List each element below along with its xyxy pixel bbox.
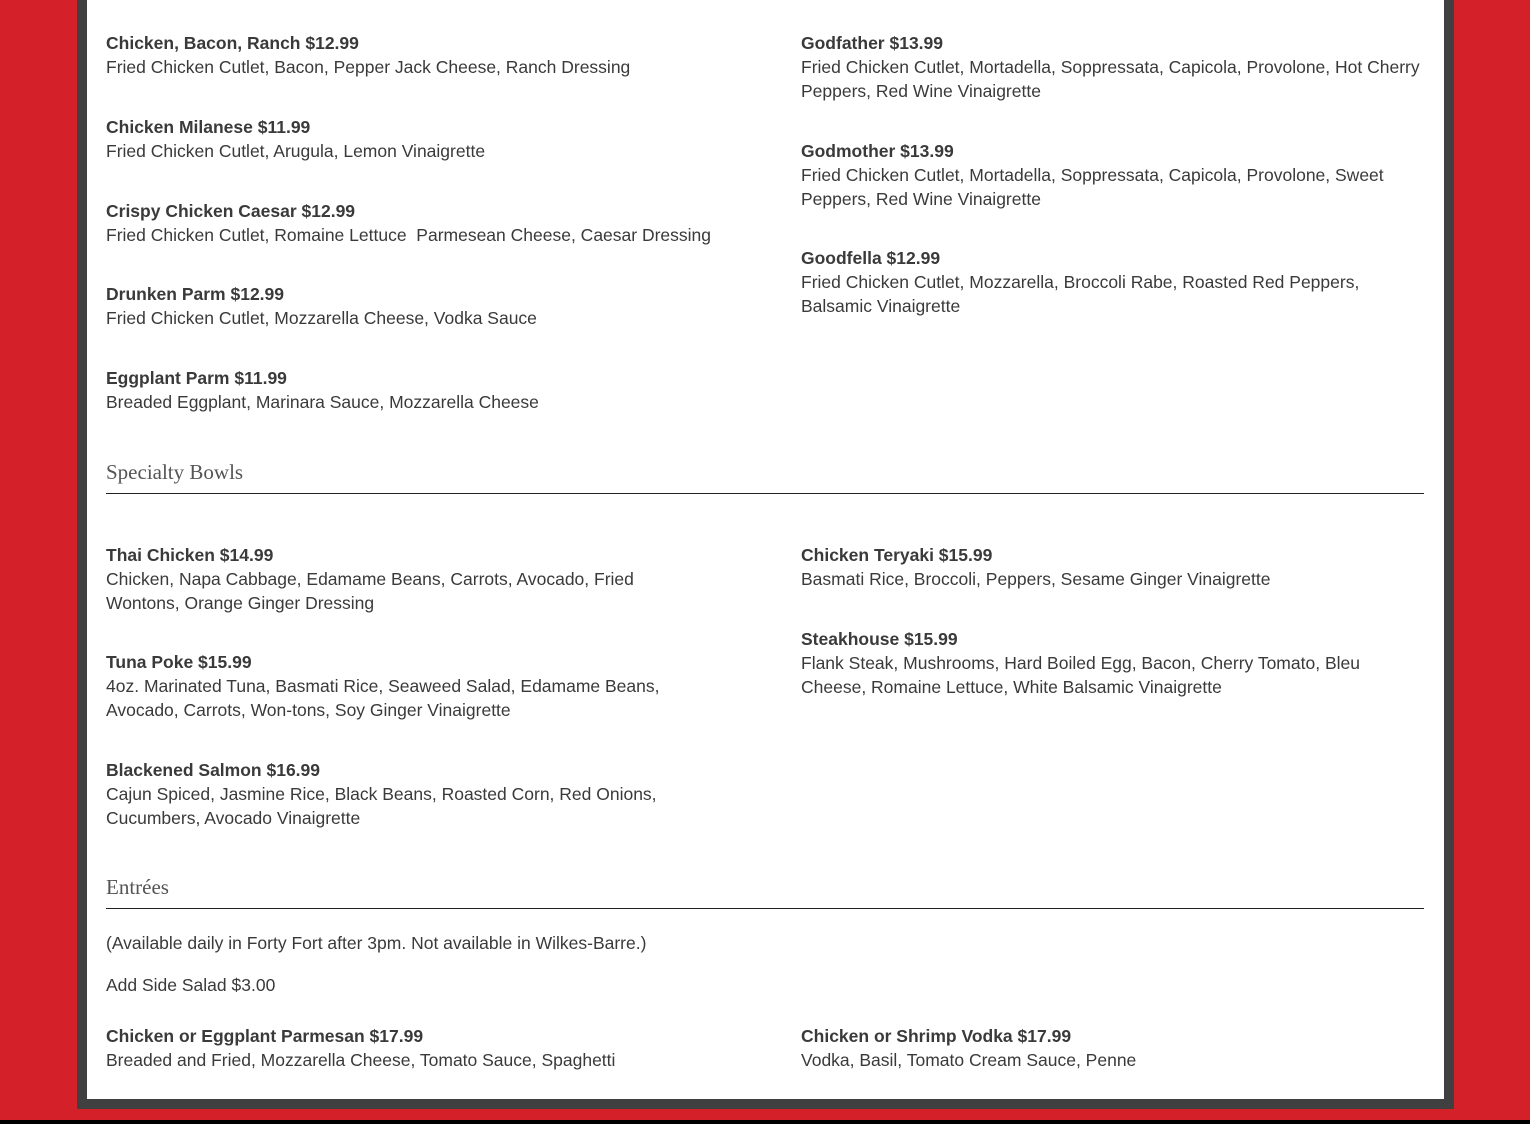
item-name: Chicken, Bacon, Ranch $12.99 xyxy=(106,33,359,53)
section-divider xyxy=(106,908,1424,909)
menu-item xyxy=(106,543,676,615)
section-title-entrees: Entrées xyxy=(106,875,169,899)
menu-item xyxy=(801,246,1421,318)
menu-item xyxy=(801,1024,1421,1072)
menu-item xyxy=(106,199,766,247)
item-description: Fried Chicken Cutlet, Mozzarella, Broccoli Rabe, Roasted Red Peppers, Balsamic Vinaigrette xyxy=(801,272,1360,316)
item-name: Goodfella $12.99 xyxy=(801,248,941,268)
item-name: Drunken Parm $12.99 xyxy=(106,284,285,304)
menu-item xyxy=(801,31,1421,103)
menu-item xyxy=(801,627,1421,699)
item-description: Fried Chicken Cutlet, Mortadella, Soppressata, Capicola, Provolone, Hot Cherry Peppers, Red Wine Vinaigrette xyxy=(801,57,1420,101)
item-description: Cajun Spiced, Jasmine Rice, Black Beans, Roasted Corn, Red Onions, Cucumbers, Avocado Vinaigrette xyxy=(106,784,657,828)
item-name: Steakhouse $15.99 xyxy=(801,629,958,649)
section-title-specialty-bowls: Specialty Bowls xyxy=(106,460,244,484)
item-description: Fried Chicken Cutlet, Mortadella, Soppressata, Capicola, Provolone, Sweet Peppers, Red Wine Vinaigrette xyxy=(801,165,1384,209)
item-name: Thai Chicken $14.99 xyxy=(106,545,274,565)
menu-item xyxy=(106,366,736,414)
item-name: Chicken or Shrimp Vodka $17.99 xyxy=(801,1026,1072,1046)
menu-item xyxy=(106,758,696,830)
item-name: Blackened Salmon $16.99 xyxy=(106,760,320,780)
item-description: Breaded Eggplant, Marinara Sauce, Mozzarella Cheese xyxy=(106,392,539,412)
item-description: 4oz. Marinated Tuna, Basmati Rice, Seaweed Salad, Edamame Beans, Avocado, Carrots, Won-tons, Soy Ginger Vinaigrette xyxy=(106,676,660,720)
item-description: Chicken, Napa Cabbage, Edamame Beans, Carrots, Avocado, Fried Wontons, Orange Ginger Dressing xyxy=(106,569,634,613)
menu-item xyxy=(106,115,736,163)
item-name: Chicken Milanese $11.99 xyxy=(106,117,311,137)
menu-panel xyxy=(87,0,1444,1099)
side-salad-note: Add Side Salad $3.00 xyxy=(106,975,276,995)
item-description: Fried Chicken Cutlet, Romaine Lettuce Parmesean Cheese, Caesar Dressing xyxy=(106,225,712,245)
menu-item xyxy=(106,1024,736,1072)
bottom-bar xyxy=(0,1120,1530,1124)
item-description: Fried Chicken Cutlet, Mozzarella Cheese, Vodka Sauce xyxy=(106,308,537,328)
availability-note: (Available daily in Forty Fort after 3pm. Not available in Wilkes-Barre.) xyxy=(106,933,647,953)
menu-item xyxy=(801,543,1421,591)
item-description: Breaded and Fried, Mozzarella Cheese, Tomato Sauce, Spaghetti xyxy=(106,1050,616,1070)
item-name: Godmother $13.99 xyxy=(801,141,954,161)
item-name: Eggplant Parm $11.99 xyxy=(106,368,287,388)
menu-item xyxy=(801,139,1421,211)
item-name: Crispy Chicken Caesar $12.99 xyxy=(106,201,356,221)
item-name: Chicken Teryaki $15.99 xyxy=(801,545,993,565)
section-divider xyxy=(106,493,1424,494)
menu-item xyxy=(106,282,736,330)
item-name: Godfather $13.99 xyxy=(801,33,943,53)
item-description: Vodka, Basil, Tomato Cream Sauce, Penne xyxy=(801,1050,1137,1070)
item-name: Chicken or Eggplant Parmesan $17.99 xyxy=(106,1026,424,1046)
menu-item xyxy=(106,650,696,722)
item-description: Fried Chicken Cutlet, Bacon, Pepper Jack Cheese, Ranch Dressing xyxy=(106,57,631,77)
item-description: Fried Chicken Cutlet, Arugula, Lemon Vinaigrette xyxy=(106,141,486,161)
menu-item xyxy=(106,31,736,79)
item-description: Basmati Rice, Broccoli, Peppers, Sesame Ginger Vinaigrette xyxy=(801,569,1271,589)
item-name: Tuna Poke $15.99 xyxy=(106,652,252,672)
item-description: Flank Steak, Mushrooms, Hard Boiled Egg, Bacon, Cherry Tomato, Bleu Cheese, Romaine Lettuce, White Balsamic Vinaigrette xyxy=(801,653,1360,697)
